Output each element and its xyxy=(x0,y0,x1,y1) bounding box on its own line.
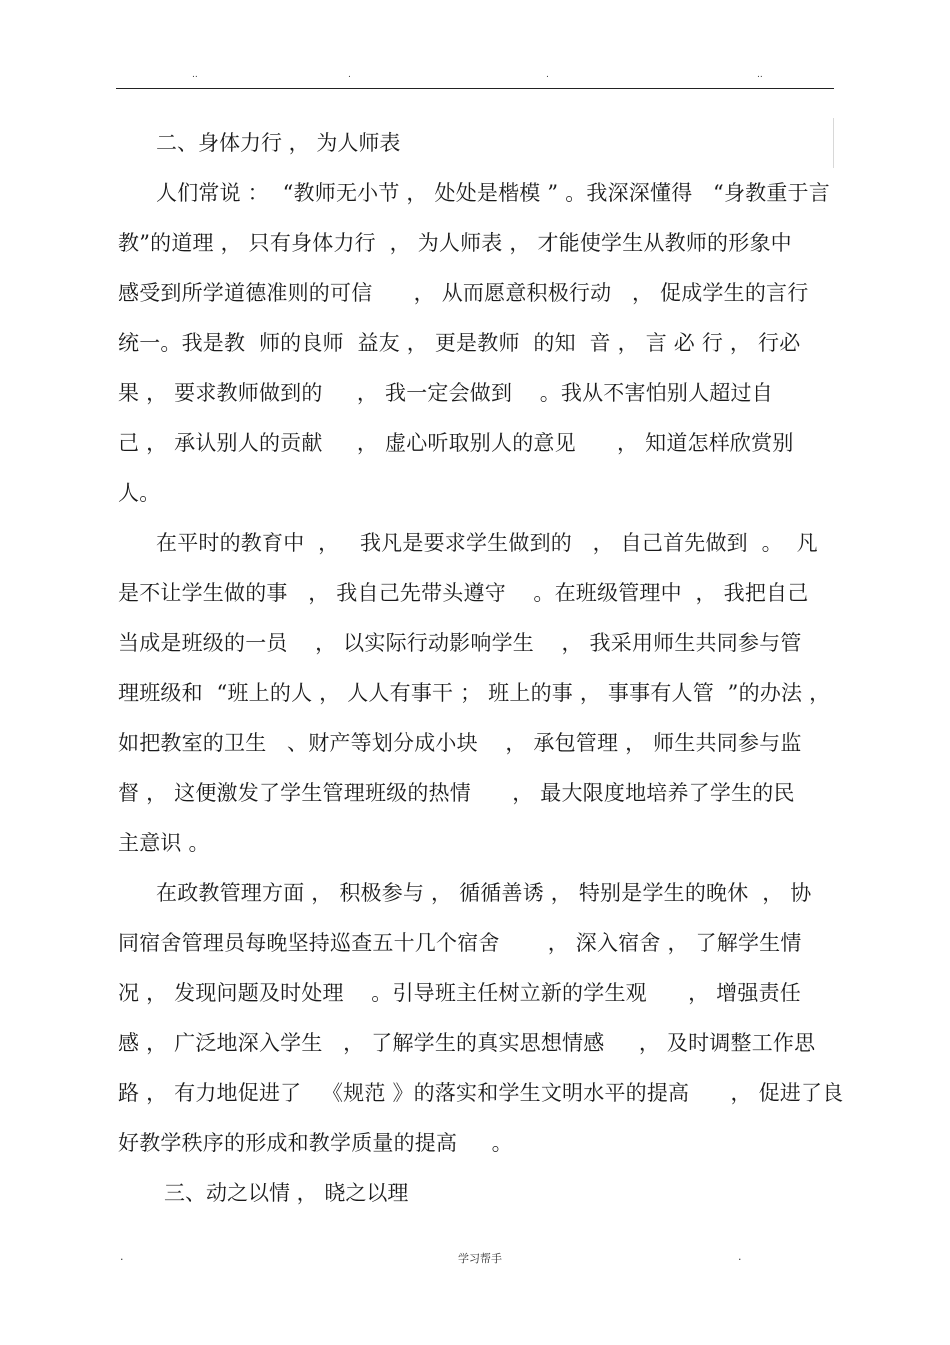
text-line: 人们常说 ： “教师无小节 ， 处处是楷模 ” 。我深深懂得 “身教重于言 xyxy=(156,181,830,205)
text-line: 路 ， 有力地促进了 《规范 》的落实和学生文明水平的提高 ， 促进了良 xyxy=(118,1081,844,1105)
page-header xyxy=(0,70,950,84)
text-line: 感 ， 广泛地深入学生 ， 了解学生的真实思想情感 ， 及时调整工作思 xyxy=(118,1031,816,1055)
text-line: 感受到所学道德准则的可信 ， 从而愿意积极行动 ， 促成学生的言行 xyxy=(118,281,809,305)
document-body xyxy=(118,118,844,1218)
header-mark: .. xyxy=(757,70,763,80)
text-line: 教”的道理 ， 只有身体力行 ， 为人师表 ， 才能使学生从教师的形象中 xyxy=(118,231,792,255)
text-line: 况 ， 发现问题及时处理 。引导班主任树立新的学生观 ， 增强责任 xyxy=(118,981,801,1005)
text-line: 是不让学生做的事 ， 我自己先带头遵守 。在班级管理中 ， 我把自己 xyxy=(118,581,809,605)
text-line: 己 ， 承认别人的贡献 ， 虚心听取别人的意见 ， 知道怎样欣赏别 xyxy=(118,431,794,455)
text-line: 理班级和 “班上的人 ， 人人有事干 ； 班上的事 ， 事事有人管 ”的办法 ， xyxy=(118,681,831,705)
text-line: 好教学秩序的形成和教学质量的提高 。 xyxy=(118,1131,513,1155)
section-heading-2: 二、身体力行 ， 为人师表 xyxy=(156,131,401,155)
section-heading-3: 三、动之以情 ， 晓之以理 xyxy=(164,1181,409,1205)
text-line: 在平时的教育中 ， 我凡是要求学生做到的 ， 自己首先做到 。 凡 xyxy=(156,531,818,555)
text-line: 果 ， 要求教师做到的 ， 我一定会做到 。我从不害怕别人超过自 xyxy=(118,381,773,405)
text-line: 主意识 。 xyxy=(118,831,210,855)
footer-right-mark: . xyxy=(738,1250,742,1263)
header-mark: .. xyxy=(192,70,198,80)
paragraph-2 xyxy=(118,518,834,868)
page-footer xyxy=(0,1250,950,1266)
text-line: 当成是班级的一员 ， 以实际行动影响学生 ， 我采用师生共同参与管 xyxy=(118,631,802,655)
header-divider xyxy=(116,88,834,89)
footer-title: 学习帮手 xyxy=(458,1252,502,1265)
text-line: 如把教室的卫生 、财产等划分成小块 ， 承包管理 ， 师生共同参与监 xyxy=(118,731,802,755)
text-line: 在政教管理方面 ， 积极参与 ， 循循善诱 ， 特别是学生的晚休 ， 协 xyxy=(156,881,812,905)
text-line: 人。 xyxy=(118,481,161,505)
paragraph-3 xyxy=(118,868,844,1168)
text-line: 同宿舍管理员每晚坚持巡查五十几个宿舍 ， 深入宿舍 ， 了解学生情 xyxy=(118,931,802,955)
footer-left-mark: . xyxy=(120,1250,124,1263)
header-mark: . xyxy=(546,70,549,80)
paragraph-1 xyxy=(118,168,834,518)
header-mark: . xyxy=(348,70,351,80)
text-line: 统一。我是教 师的良师 益友 ， 更是教师 的知 音 ， 言 必 行 ， 行必 xyxy=(118,331,801,355)
text-line: 督 ， 这便激发了学生管理班级的热情 ， 最大限度地培养了学生的民 xyxy=(118,781,795,805)
